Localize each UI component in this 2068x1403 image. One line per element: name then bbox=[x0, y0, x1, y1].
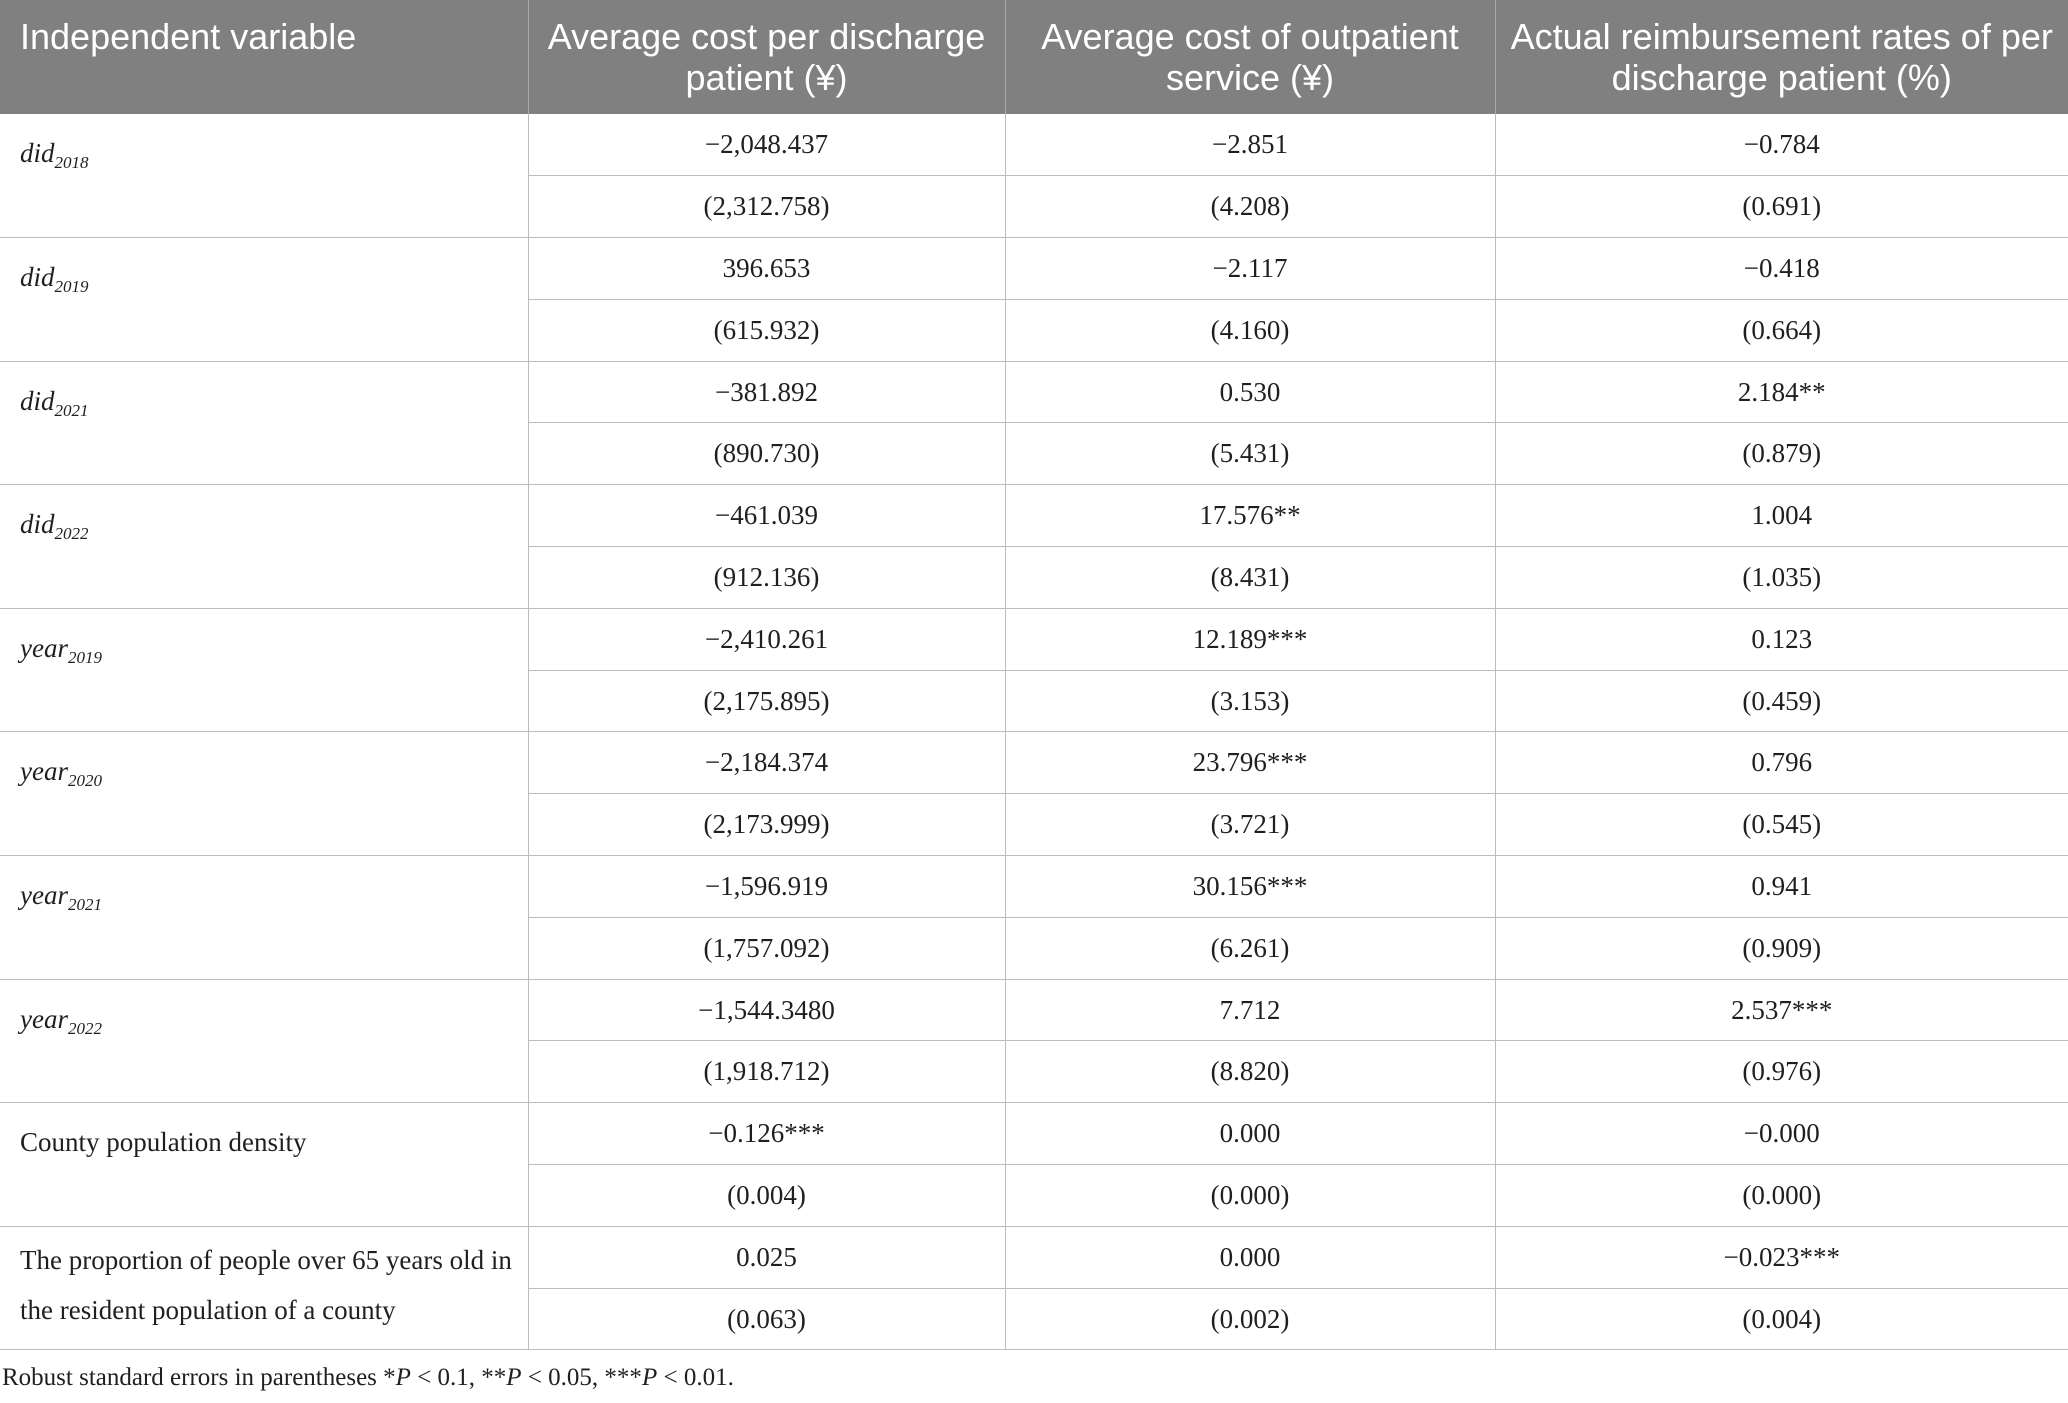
table-footnote: Robust standard errors in parentheses *P < 0.1, **P < 0.05, ***P < 0.01. bbox=[2, 1364, 734, 1391]
coefficient-cell: 0.025 bbox=[528, 1226, 1005, 1288]
variable-name: did bbox=[20, 262, 55, 293]
coefficient-cell: 0.796 bbox=[1495, 732, 2068, 794]
table-row-coefficient bbox=[0, 361, 2068, 423]
table-row-coefficient bbox=[0, 732, 2068, 794]
standard-error-cell: (912.136) bbox=[528, 547, 1005, 609]
standard-error-cell: (4.160) bbox=[1005, 299, 1495, 361]
independent-variable-cell bbox=[0, 1103, 528, 1227]
header-independent-variable: Independent variable bbox=[0, 0, 528, 114]
header-row bbox=[0, 0, 2068, 114]
standard-error-cell: (0.000) bbox=[1495, 1165, 2068, 1227]
coefficient-cell: 17.576** bbox=[1005, 485, 1495, 547]
coefficient-cell: 0.000 bbox=[1005, 1103, 1495, 1165]
coefficient-cell: −381.892 bbox=[528, 361, 1005, 423]
variable-subscript-year: 2019 bbox=[54, 277, 89, 297]
standard-error-cell: (8.431) bbox=[1005, 547, 1495, 609]
coefficient-cell: −2,184.374 bbox=[528, 732, 1005, 794]
variable-subscript-year: 2019 bbox=[67, 647, 102, 667]
coefficient-cell: −0.000 bbox=[1495, 1103, 2068, 1165]
table-row-coefficient bbox=[0, 856, 2068, 918]
variable-subscript-year: 2022 bbox=[67, 1018, 102, 1038]
coefficient-cell: 2.184** bbox=[1495, 361, 2068, 423]
variable-subscript-year: 2021 bbox=[54, 400, 89, 420]
table-row-coefficient bbox=[0, 114, 2068, 176]
standard-error-cell: (0.004) bbox=[1495, 1288, 2068, 1350]
coefficient-cell: 0.000 bbox=[1005, 1226, 1495, 1288]
table-body bbox=[0, 114, 2068, 1350]
coefficient-cell: 396.653 bbox=[528, 238, 1005, 300]
standard-error-cell: (0.000) bbox=[1005, 1165, 1495, 1227]
independent-variable-cell bbox=[0, 238, 528, 362]
variable-name: did bbox=[20, 385, 55, 416]
independent-variable-cell bbox=[0, 114, 528, 238]
header-average-cost-outpatient: Average cost of outpatient service (¥) bbox=[1005, 0, 1495, 114]
coefficient-cell: −2.851 bbox=[1005, 114, 1495, 176]
header-average-cost-per-discharge: Average cost per discharge patient (¥) bbox=[528, 0, 1005, 114]
coefficient-cell: 23.796*** bbox=[1005, 732, 1495, 794]
coefficient-cell: 12.189*** bbox=[1005, 608, 1495, 670]
table-row-coefficient bbox=[0, 979, 2068, 1041]
variable-name: year bbox=[20, 632, 68, 663]
coefficient-cell: −461.039 bbox=[528, 485, 1005, 547]
standard-error-cell: (890.730) bbox=[528, 423, 1005, 485]
p-value-symbol: P bbox=[395, 1364, 411, 1391]
standard-error-cell: (3.721) bbox=[1005, 794, 1495, 856]
coefficient-cell: 2.537*** bbox=[1495, 979, 2068, 1041]
standard-error-cell: (1.035) bbox=[1495, 547, 2068, 609]
independent-variable-cell bbox=[0, 856, 528, 980]
standard-error-cell: (3.153) bbox=[1005, 670, 1495, 732]
standard-error-cell: (0.976) bbox=[1495, 1041, 2068, 1103]
standard-error-cell: (0.459) bbox=[1495, 670, 2068, 732]
variable-subscript-year: 2018 bbox=[54, 153, 89, 172]
table-row-coefficient bbox=[0, 608, 2068, 670]
standard-error-cell: (0.879) bbox=[1495, 423, 2068, 485]
standard-error-cell: (2,312.758) bbox=[528, 176, 1005, 238]
standard-error-cell: (8.820) bbox=[1005, 1041, 1495, 1103]
standard-error-cell: (615.932) bbox=[528, 299, 1005, 361]
header-actual-reimbursement-rate: Actual reimbursement rates of per discharge patient (%) bbox=[1495, 0, 2068, 114]
coefficient-cell: −0.418 bbox=[1495, 238, 2068, 300]
standard-error-cell: (0.909) bbox=[1495, 917, 2068, 979]
table-header bbox=[0, 0, 2068, 114]
standard-error-cell: (0.063) bbox=[528, 1288, 1005, 1350]
coefficient-cell: −1,544.3480 bbox=[528, 979, 1005, 1041]
table-row-coefficient bbox=[0, 1103, 2068, 1165]
variable-name: year bbox=[20, 880, 68, 911]
variable-name: year bbox=[20, 1003, 68, 1034]
coefficient-cell: −0.126*** bbox=[528, 1103, 1005, 1165]
variable-name: year bbox=[20, 756, 68, 787]
standard-error-cell: (0.545) bbox=[1495, 794, 2068, 856]
independent-variable-cell bbox=[0, 608, 528, 732]
variable-label: County population density bbox=[20, 1127, 307, 1158]
p-value-symbol: P bbox=[641, 1364, 658, 1391]
independent-variable-cell bbox=[0, 485, 528, 609]
p-value-symbol: P bbox=[506, 1364, 522, 1391]
variable-subscript-year: 2022 bbox=[54, 524, 89, 544]
independent-variable-cell bbox=[0, 979, 528, 1103]
standard-error-cell: (2,175.895) bbox=[528, 670, 1005, 732]
standard-error-cell: (1,918.712) bbox=[528, 1041, 1005, 1103]
variable-subscript-year: 2020 bbox=[67, 771, 102, 791]
variable-label: The proportion of people over 65 years old in the resident population of a county bbox=[20, 1244, 512, 1325]
table-row-coefficient bbox=[0, 238, 2068, 300]
standard-error-cell: (0.691) bbox=[1495, 176, 2068, 238]
variable-name: did bbox=[20, 509, 55, 540]
coefficient-cell: −2,410.261 bbox=[528, 608, 1005, 670]
coefficient-cell: −1,596.919 bbox=[528, 856, 1005, 918]
standard-error-cell: (1,757.092) bbox=[528, 917, 1005, 979]
variable-subscript-year: 2021 bbox=[67, 895, 102, 915]
standard-error-cell: (0.664) bbox=[1495, 299, 2068, 361]
independent-variable-cell bbox=[0, 732, 528, 856]
coefficient-cell: 30.156*** bbox=[1005, 856, 1495, 918]
standard-error-cell: (6.261) bbox=[1005, 917, 1495, 979]
coefficient-cell: −2.117 bbox=[1005, 238, 1495, 300]
coefficient-cell: −0.023*** bbox=[1495, 1226, 2068, 1288]
coefficient-cell: 0.941 bbox=[1495, 856, 2068, 918]
independent-variable-cell bbox=[0, 1226, 528, 1350]
coefficient-cell: −2,048.437 bbox=[528, 114, 1005, 176]
coefficient-cell: 1.004 bbox=[1495, 485, 2068, 547]
coefficient-cell: 0.123 bbox=[1495, 608, 2068, 670]
coefficient-cell: 0.530 bbox=[1005, 361, 1495, 423]
independent-variable-cell bbox=[0, 361, 528, 485]
table-row-coefficient bbox=[0, 1226, 2068, 1288]
coefficient-cell: −0.784 bbox=[1495, 114, 2068, 176]
standard-error-cell: (0.004) bbox=[528, 1165, 1005, 1227]
table-row-coefficient bbox=[0, 485, 2068, 547]
standard-error-cell: (0.002) bbox=[1005, 1288, 1495, 1350]
standard-error-cell: (5.431) bbox=[1005, 423, 1495, 485]
standard-error-cell: (2,173.999) bbox=[528, 794, 1005, 856]
standard-error-cell: (4.208) bbox=[1005, 176, 1495, 238]
variable-name: did bbox=[20, 138, 55, 168]
coefficient-cell: 7.712 bbox=[1005, 979, 1495, 1041]
